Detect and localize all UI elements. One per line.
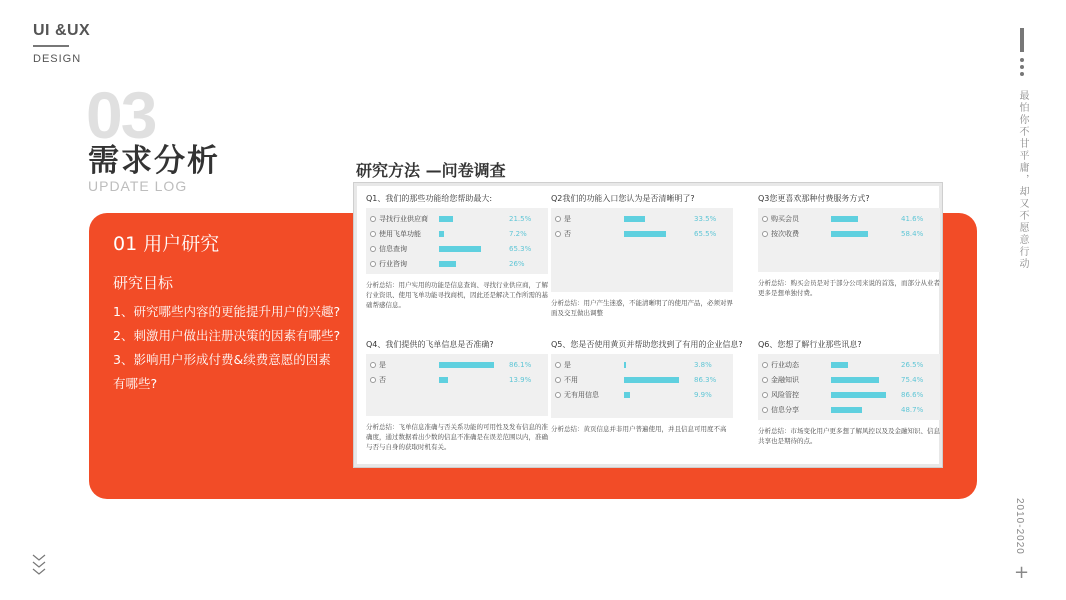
option-bar xyxy=(831,216,858,222)
method-title: 研究方法 —问卷调查 xyxy=(356,161,506,180)
option-bar-track xyxy=(831,407,895,413)
plus-icon: + xyxy=(1014,562,1030,583)
question-card xyxy=(758,193,940,298)
option-label: 金融知识 xyxy=(771,375,799,384)
question-title: Q6、您想了解行业那些讯息? xyxy=(758,340,862,349)
option-label: 使用飞单功能 xyxy=(379,229,421,238)
goal-list xyxy=(113,300,343,396)
option-label: 不用 xyxy=(564,375,578,384)
option-bar xyxy=(624,216,645,222)
radio-icon xyxy=(555,362,561,368)
radio-icon xyxy=(762,231,768,237)
option-label: 无有用信息 xyxy=(564,390,599,399)
option-row xyxy=(555,372,729,387)
option-row xyxy=(762,372,936,387)
option-bar-track xyxy=(439,231,503,237)
side-slogan: 最怕你不甘平庸，却又不愿意行动 xyxy=(1017,90,1028,270)
question-title: Q1、我们的那些功能给您帮助最大: xyxy=(366,194,493,203)
option-bar-track xyxy=(624,392,688,398)
question-card xyxy=(551,339,743,434)
radio-icon xyxy=(370,216,376,222)
goal-item: 2、刺激用户做出注册决策的因素有哪些? xyxy=(113,328,341,343)
radio-icon xyxy=(762,362,768,368)
option-bar xyxy=(624,377,679,383)
question-card xyxy=(551,193,733,318)
question-options xyxy=(758,354,940,420)
option-bar-track xyxy=(831,392,895,398)
option-percent: 86.6% xyxy=(901,390,924,399)
question-card xyxy=(758,339,940,446)
option-percent: 3.8% xyxy=(694,360,712,369)
option-row xyxy=(370,357,544,372)
question-title: Q2我们的功能入口您认为是否清晰明了? xyxy=(551,194,695,203)
brand-subtitle: DESIGN xyxy=(33,53,82,65)
analysis-note: 分析总结：市场变化用户更多想了解风控以及及金融知识、信息共享也是期待的点。 xyxy=(758,427,940,445)
analysis-note: 分析总结：飞单信息准确与否关系功能的可用性及发布信息的准确度，通过数据看出少数的信息不准确是在误差范围以内，准确与否与自身的获取时机有关。 xyxy=(366,423,548,451)
option-bar-track xyxy=(439,246,503,252)
option-bar-track xyxy=(624,216,688,222)
analysis-note: 分析总结：用户产生迷惑，不能清晰明了的使用产品，必须对界面及交互做出调整 xyxy=(551,299,733,317)
side-dot xyxy=(1020,65,1024,69)
analysis-note: 分析总结：购买会员是对于部分公司来说的首选，而部分从业者更多是想单独付费。 xyxy=(758,279,940,297)
option-bar-track xyxy=(439,377,503,383)
option-bar xyxy=(439,362,494,368)
option-percent: 26% xyxy=(509,259,525,268)
option-percent: 86.3% xyxy=(694,375,717,384)
side-dot xyxy=(1020,58,1024,62)
side-dot xyxy=(1020,72,1024,76)
option-label: 信息查询 xyxy=(379,244,407,253)
radio-icon xyxy=(370,246,376,252)
radio-icon xyxy=(762,377,768,383)
goal-title: 研究目标 xyxy=(113,274,174,292)
survey-screenshot xyxy=(353,182,943,468)
option-bar-track xyxy=(831,231,895,237)
page-title: 需求分析 xyxy=(88,143,220,179)
option-label: 按次收费 xyxy=(771,229,799,238)
radio-icon xyxy=(370,362,376,368)
option-row xyxy=(370,241,544,256)
option-bar xyxy=(831,407,862,413)
option-percent: 58.4% xyxy=(901,229,924,238)
brand-title: UI &UX xyxy=(33,22,91,39)
option-percent: 33.5% xyxy=(694,214,717,223)
option-percent: 13.9% xyxy=(509,375,532,384)
radio-icon xyxy=(762,407,768,413)
option-percent: 65.3% xyxy=(509,244,532,253)
option-bar xyxy=(439,261,456,267)
question-options xyxy=(551,208,733,292)
option-bar-track xyxy=(831,362,895,368)
option-label: 行业动态 xyxy=(771,360,799,369)
option-row xyxy=(762,226,936,241)
chevron-down-icon[interactable] xyxy=(32,553,46,577)
option-bar xyxy=(831,231,868,237)
brand-divider xyxy=(33,45,69,47)
option-label: 风险管控 xyxy=(771,390,799,399)
update-log-label: UPDATE LOG xyxy=(88,178,188,194)
option-row xyxy=(555,387,729,402)
option-row xyxy=(370,211,544,226)
question-card xyxy=(366,339,548,452)
question-title: Q4、我们提供的飞单信息是否准确? xyxy=(366,340,494,349)
option-bar-track xyxy=(624,362,688,368)
question-title: Q3您更喜欢那种付费服务方式? xyxy=(758,194,870,203)
option-bar-track xyxy=(624,377,688,383)
option-bar-track xyxy=(439,261,503,267)
option-percent: 9.9% xyxy=(694,390,712,399)
option-label: 购买会员 xyxy=(771,214,799,223)
option-bar xyxy=(439,377,448,383)
option-percent: 65.5% xyxy=(694,229,717,238)
option-bar xyxy=(831,377,879,383)
option-bar xyxy=(831,392,886,398)
side-bar xyxy=(1020,28,1024,52)
option-row xyxy=(370,226,544,241)
question-options xyxy=(551,354,733,418)
analysis-note: 分析总结：黄页信息并非用户普遍使用，并且信息可用度不高 xyxy=(551,425,727,433)
option-row xyxy=(555,357,729,372)
option-percent: 7.2% xyxy=(509,229,527,238)
option-percent: 48.7% xyxy=(901,405,924,414)
radio-icon xyxy=(370,377,376,383)
option-row xyxy=(762,357,936,372)
option-bar xyxy=(439,246,481,252)
option-row xyxy=(370,256,544,271)
option-percent: 75.4% xyxy=(901,375,924,384)
option-label: 是 xyxy=(564,360,571,369)
option-label: 是 xyxy=(379,360,386,369)
option-bar xyxy=(831,362,848,368)
option-percent: 41.6% xyxy=(901,214,924,223)
option-bar-track xyxy=(439,362,503,368)
option-label: 是 xyxy=(564,214,571,223)
analysis-note: 分析总结：用户实用的功能是信息查询、寻找行业供应商，了解行业资讯、使用飞单功能寻找商机，因此还是解决工作所需的基础帮感信息。 xyxy=(366,281,548,309)
radio-icon xyxy=(762,392,768,398)
option-bar xyxy=(439,231,444,237)
option-percent: 21.5% xyxy=(509,214,532,223)
radio-icon xyxy=(555,216,561,222)
radio-icon xyxy=(762,216,768,222)
option-row xyxy=(762,211,936,226)
radio-icon xyxy=(555,392,561,398)
option-percent: 26.5% xyxy=(901,360,924,369)
page-number: 03 xyxy=(86,78,156,152)
option-bar-track xyxy=(439,216,503,222)
question-options xyxy=(366,354,548,416)
option-row xyxy=(762,387,936,402)
side-years: 2010-2020 xyxy=(1014,498,1025,555)
goal-item: 3、影响用户形成付费&续费意愿的因素有哪些? xyxy=(113,352,331,391)
option-bar-track xyxy=(624,231,688,237)
question-title: Q5、您是否使用黄页并帮助您找到了有用的企业信息? xyxy=(551,340,743,349)
option-label: 否 xyxy=(379,375,386,384)
radio-icon xyxy=(555,377,561,383)
option-bar xyxy=(439,216,453,222)
option-row xyxy=(762,402,936,417)
option-bar-track xyxy=(831,377,895,383)
goal-item: 1、研究哪些内容的更能提升用户的兴趣? xyxy=(113,304,341,319)
option-label: 信息分享 xyxy=(771,405,799,414)
section-title: 01 用户研究 xyxy=(113,233,220,255)
option-row xyxy=(370,372,544,387)
radio-icon xyxy=(370,231,376,237)
option-label: 否 xyxy=(564,229,571,238)
question-card xyxy=(366,193,548,310)
option-row xyxy=(555,211,729,226)
radio-icon xyxy=(555,231,561,237)
option-label: 寻找行业供应商 xyxy=(379,214,428,223)
option-percent: 86.1% xyxy=(509,360,532,369)
option-bar-track xyxy=(831,216,895,222)
option-row xyxy=(555,226,729,241)
option-bar xyxy=(624,392,630,398)
question-options xyxy=(366,208,548,274)
option-bar xyxy=(624,362,626,368)
option-label: 行业咨询 xyxy=(379,259,407,268)
radio-icon xyxy=(370,261,376,267)
question-options xyxy=(758,208,940,272)
option-bar xyxy=(624,231,666,237)
